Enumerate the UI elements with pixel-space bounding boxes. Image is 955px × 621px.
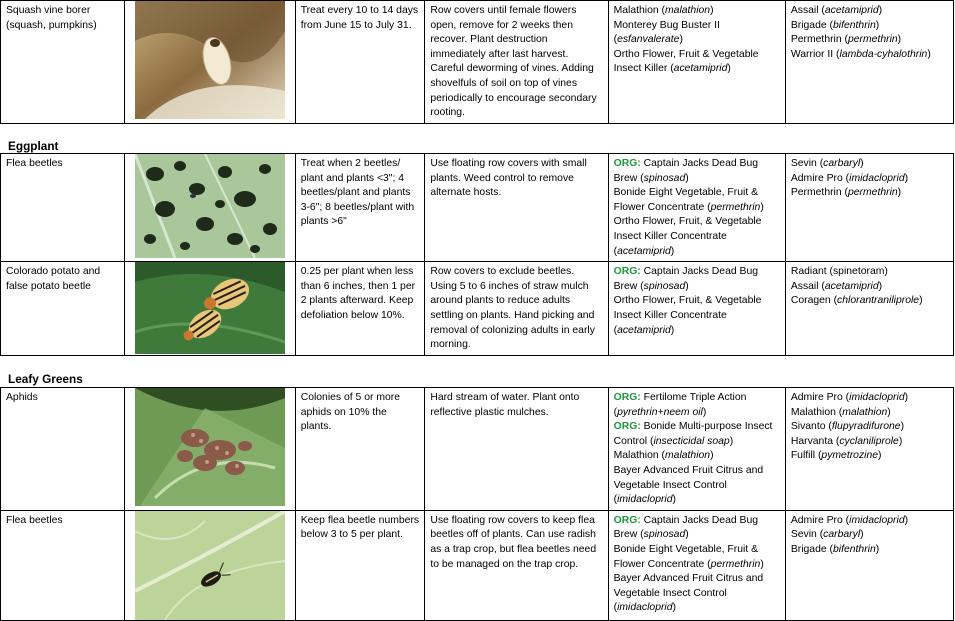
squash-vine-borer-photo <box>135 1 285 119</box>
product-entry <box>614 449 780 464</box>
product-entry <box>614 514 780 543</box>
active-ingredient: acetamiprid <box>617 245 671 257</box>
active-ingredient: carbaryl <box>823 529 861 541</box>
product-entry <box>791 391 948 406</box>
product-name: Brigade ( <box>790 19 833 31</box>
active-ingredient: carbaryl <box>823 158 861 169</box>
product-suffix: ) <box>875 19 880 31</box>
product-name: Permethrin ( <box>790 187 848 199</box>
active-ingredient: permethrin <box>848 187 898 199</box>
table-row <box>1 154 954 262</box>
product-entry <box>791 294 948 309</box>
product-name: Bonide Eight Vegetable, Fruit & Flower Concentrate ( <box>613 187 759 213</box>
product-suffix: ) <box>904 514 909 526</box>
product-name: Bonide Eight Vegetable, Fruit & Flower Concentrate ( <box>613 543 759 570</box>
pest-cell: Squash vine borer (squash, pumpkins) <box>1 1 125 124</box>
product-suffix: ) <box>875 543 880 555</box>
product-name: Admire Pro ( <box>790 392 850 403</box>
active-ingredient: bifenthrin <box>833 19 876 31</box>
active-ingredient: pyrethrin+neem oil <box>617 406 703 418</box>
product-name: Coragen ( <box>790 295 838 307</box>
pest-cell: Flea beetles <box>1 154 125 262</box>
table-row <box>1 388 954 511</box>
product-entry <box>791 157 948 172</box>
cultural-control-cell: Use floating row covers with small plants. Weed control to remove alternate hosts. <box>425 154 608 262</box>
product-entry <box>791 528 948 543</box>
active-ingredient: imidacloprid <box>617 494 673 506</box>
table-row <box>1 1 954 124</box>
product-entry <box>614 157 780 186</box>
active-ingredient: pymetrozine <box>821 450 879 462</box>
active-ingredient: chlorantraniliprole <box>837 295 920 307</box>
active-ingredient: acetamiprid <box>673 63 728 75</box>
threshold-cell: Treat every 10 to 14 days from June 15 to July 31. <box>295 1 425 124</box>
table-row <box>1 510 954 620</box>
home-garden-products <box>608 388 785 511</box>
product-suffix: ) <box>878 5 883 16</box>
cultural-control-cell: Row covers to exclude beetles. Using 5 to 6 inches of straw mulch around plants to reduce adults settling on plants. Hand picking and removal of colonizing adults in early morning. <box>425 262 608 356</box>
squash-table <box>0 0 954 124</box>
product-entry <box>614 4 780 19</box>
active-ingredient: bifenthrin <box>833 543 876 555</box>
product-name: Captain Jacks Dead Bug Brew ( <box>613 158 758 184</box>
active-ingredient: flupyradifurone <box>831 421 901 433</box>
product-entry <box>791 435 948 450</box>
pest-cell: Flea beetles <box>1 510 125 620</box>
organic-label: ORG: <box>613 266 641 278</box>
product-name: Captain Jacks Dead Bug Brew ( <box>613 266 758 292</box>
product-entry <box>614 543 780 572</box>
active-ingredient: permethrin <box>848 34 898 46</box>
product-suffix: ) <box>760 558 764 570</box>
product-entry <box>614 265 780 294</box>
active-ingredient: malathion <box>665 5 711 16</box>
product-suffix: ) <box>672 602 676 614</box>
cultural-control-cell: Hard stream of water. Plant onto reflective plastic mulches. <box>425 388 608 511</box>
product-entry <box>614 464 780 508</box>
product-entry <box>791 280 948 295</box>
product-suffix: ) <box>919 295 923 307</box>
flea-beetle-on-leaf-photo <box>135 511 285 620</box>
product-name: Admire Pro ( <box>790 514 850 526</box>
active-ingredient: malathion <box>665 450 711 462</box>
commercial-products <box>785 154 953 262</box>
product-name: Sevin ( <box>790 158 824 169</box>
product-name: Bayer Advanced Fruit Citrus and Vegetable Insect Control ( <box>613 464 764 506</box>
product-suffix: ) <box>904 172 909 184</box>
pest-photo-cell <box>124 510 295 620</box>
product-name: Sivanto ( <box>790 421 832 433</box>
home-garden-products <box>608 510 785 620</box>
cultural-control-cell: Row covers until female flowers open, remove for 2 weeks then recover. Plant destruction immediately after last harvest. Careful deworming of vines. Adding shovelfuls of soil on top of vines periodically to encourage secondary rooting. <box>425 1 608 124</box>
leafy-greens-table <box>0 387 954 621</box>
product-name: Fulfill ( <box>790 450 822 462</box>
colorado-potato-beetle-photo <box>135 262 285 354</box>
product-suffix: ) <box>897 187 902 199</box>
product-entry <box>791 449 948 464</box>
home-garden-products <box>608 154 785 262</box>
product-name: Assail ( <box>790 5 825 16</box>
product-name: Assail ( <box>790 280 825 292</box>
organic-label: ORG: <box>613 421 641 433</box>
product-suffix: ) <box>760 201 764 213</box>
product-suffix: ) <box>679 34 683 46</box>
product-suffix: ) <box>860 158 864 169</box>
product-name: Admire Pro ( <box>790 172 850 184</box>
product-suffix: ) <box>904 392 909 403</box>
active-ingredient: esfanvalerate <box>617 34 680 46</box>
section-title-leafy-greens: Leafy Greens <box>8 372 83 386</box>
pest-cell: Aphids <box>1 388 125 511</box>
commercial-products <box>785 1 953 124</box>
product-entry <box>614 391 780 420</box>
active-ingredient: imidacloprid <box>849 392 905 403</box>
active-ingredient: imidacloprid <box>617 602 673 614</box>
active-ingredient: spinosad <box>643 280 686 292</box>
active-ingredient: permethrin <box>710 201 761 213</box>
aphids-photo <box>135 388 285 506</box>
active-ingredient: permethrin <box>710 558 761 570</box>
product-name: Monterey Bug Buster II ( <box>613 19 720 46</box>
product-entry <box>614 48 780 77</box>
organic-label: ORG: <box>613 514 641 526</box>
product-entry <box>791 514 948 529</box>
product-name: Bayer Advanced Fruit Citrus and Vegetable Insect Control ( <box>613 573 764 614</box>
section-title-eggplant: Eggplant <box>8 139 59 153</box>
product-suffix: ) <box>702 406 707 418</box>
active-ingredient: acetamiprid <box>824 5 879 16</box>
threshold-cell: 0.25 per plant when less than 6 inches, then 1 per 2 plants afterward. Keep defoliation below 10%. <box>295 262 425 356</box>
product-name: Ortho Flower, Fruit, & Vegetable Insect Killer Concentrate ( <box>613 216 762 257</box>
table-row <box>1 262 954 356</box>
product-entry <box>614 19 780 48</box>
product-suffix: ) <box>878 450 882 462</box>
product-name: Bonide Multi-purpose Insect Control ( <box>613 421 773 447</box>
product-name: Radiant (spinetoram) <box>790 266 888 278</box>
active-ingredient: insecticidal soap <box>653 435 730 447</box>
product-name: Ortho Flower, Fruit, & Vegetable Insect Killer Concentrate ( <box>613 295 762 336</box>
product-entry <box>614 420 780 449</box>
product-entry <box>614 215 780 259</box>
product-entry <box>791 406 948 421</box>
product-name: Malathion ( <box>613 5 666 16</box>
cultural-control-cell: Use floating row covers to keep flea beetles off of plants. Can use radish as a trap crop, but flea beetles need to be managed on the trap crop. <box>425 510 608 620</box>
product-name: Sevin ( <box>790 529 824 541</box>
active-ingredient: imidacloprid <box>849 172 905 184</box>
threshold-cell: Treat when 2 beetles/ plant and plants <3"; 4 beetles/plant and plants 3-6"; 8 beetles/plant with plants >6" <box>295 154 425 262</box>
threshold-cell: Colonies of 5 or more aphids on 10% the plants. <box>295 388 425 511</box>
active-ingredient: imidacloprid <box>849 514 905 526</box>
commercial-products <box>785 262 953 356</box>
product-suffix: ) <box>860 529 864 541</box>
organic-label: ORG: <box>613 392 641 403</box>
active-ingredient: acetamiprid <box>824 280 879 292</box>
product-suffix: ) <box>710 5 714 16</box>
active-ingredient: spinosad <box>643 172 686 184</box>
product-name: Ortho Flower, Fruit & Vegetable Insect Killer ( <box>613 48 759 75</box>
product-name: Malathion ( <box>790 406 843 418</box>
product-suffix: ) <box>897 34 902 46</box>
product-name: Malathion ( <box>613 450 666 462</box>
product-entry <box>614 572 780 616</box>
active-ingredient: spinosad <box>643 529 686 541</box>
product-suffix: ) <box>685 280 689 292</box>
product-entry <box>791 4 948 19</box>
active-ingredient: malathion <box>842 406 888 418</box>
product-entry <box>791 48 948 63</box>
product-entry <box>791 186 948 201</box>
product-entry <box>791 420 948 435</box>
pest-photo-cell <box>124 388 295 511</box>
product-suffix: ) <box>729 435 734 447</box>
active-ingredient: acetamiprid <box>617 324 671 336</box>
home-garden-products <box>608 262 785 356</box>
pest-photo-cell <box>124 1 295 124</box>
product-name: Permethrin ( <box>790 34 848 46</box>
pest-photo-cell <box>124 262 295 356</box>
product-name: Captain Jacks Dead Bug Brew ( <box>613 514 758 541</box>
product-suffix: ) <box>710 450 714 462</box>
organic-label: ORG: <box>613 158 641 169</box>
product-name: Brigade ( <box>790 543 833 555</box>
product-entry <box>791 19 948 34</box>
product-suffix: ) <box>900 421 905 433</box>
pest-photo-cell <box>124 154 295 262</box>
product-entry <box>614 186 780 215</box>
product-name: Warrior II ( <box>790 48 840 60</box>
active-ingredient: cyclaniliprole <box>839 435 899 447</box>
pest-cell: Colorado potato and false potato beetle <box>1 262 125 356</box>
flea-beetle-damage-photo <box>135 154 285 258</box>
product-suffix: ) <box>685 529 689 541</box>
product-suffix: ) <box>898 435 903 447</box>
product-suffix: ) <box>670 245 675 257</box>
product-suffix: ) <box>670 324 675 336</box>
product-name: Fertilome Triple Action ( <box>613 392 747 418</box>
product-entry <box>791 543 948 558</box>
product-suffix: ) <box>727 63 731 75</box>
commercial-products <box>785 510 953 620</box>
commercial-products <box>785 388 953 511</box>
product-suffix: ) <box>878 280 883 292</box>
product-entry <box>791 265 948 280</box>
product-suffix: ) <box>672 494 676 506</box>
product-suffix: ) <box>685 172 689 184</box>
product-entry <box>791 172 948 187</box>
product-suffix: ) <box>887 406 891 418</box>
active-ingredient: lambda-cyhalothrin <box>839 48 928 60</box>
product-entry <box>791 33 948 48</box>
eggplant-table <box>0 153 954 356</box>
product-suffix: ) <box>927 48 931 60</box>
home-garden-products <box>608 1 785 124</box>
threshold-cell: Keep flea beetle numbers below 3 to 5 per plant. <box>295 510 425 620</box>
product-name: Harvanta ( <box>790 435 840 447</box>
product-entry <box>614 294 780 338</box>
